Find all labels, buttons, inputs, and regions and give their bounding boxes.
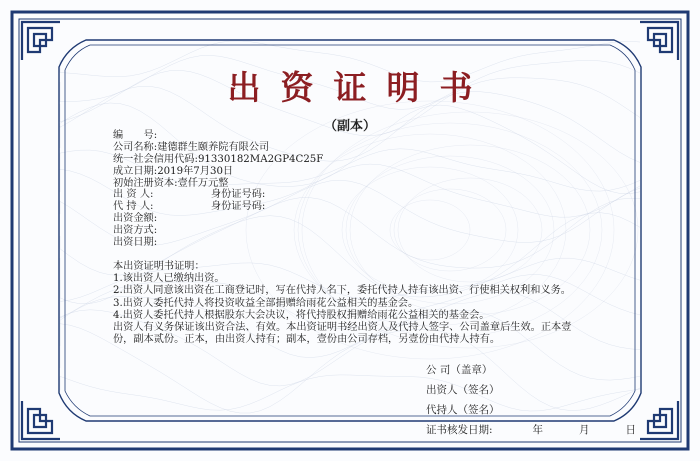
field-label: 成立日期: [113, 165, 158, 177]
issue-date-year: 年 [532, 424, 544, 436]
field-value: 91330182MA2GP4C25F [197, 153, 324, 165]
field-label: 公司名称: [113, 141, 158, 153]
field-method [113, 225, 593, 237]
field-proxy-holder [113, 201, 593, 213]
issue-date-day: 日 [625, 424, 637, 436]
issue-date-month: 月 [579, 424, 590, 436]
field-investor [113, 189, 593, 201]
field-label: 代 持 人: [113, 201, 154, 213]
field-label: 统一社会信用代码: [113, 153, 198, 165]
field-amount [113, 213, 593, 225]
field-company-name [113, 142, 593, 154]
certificate-subtitle: （副本） [323, 119, 376, 134]
certificate-title: 出资证明书 [227, 68, 493, 107]
statement-line: 4.出资人委托代持人根据股东大会决议，将代持股权捐赠给雨花公益相关的基金会。 [113, 309, 490, 321]
certificate-fields [113, 130, 593, 249]
statement-line: 3.出资人委托代持人将投资收益全部捐赠给雨花公益相关的基金会。 [113, 297, 419, 309]
statement-line: 1.该出资人已缴纳出资。 [113, 273, 225, 285]
field-number [113, 130, 593, 142]
field-value: 壹仟万元整 [177, 177, 229, 189]
certificate-statement [113, 261, 603, 346]
signature-proxy-holder: 代持人（签名） [426, 404, 500, 416]
field-label: 初始注册资本: [113, 177, 178, 189]
field-registered-capital [113, 178, 593, 190]
field-date [113, 237, 593, 249]
field-label: 编 号: [113, 130, 158, 141]
field-value: 2019年7月30日 [157, 165, 234, 177]
statement-line: 本出资证明书证明： [113, 261, 205, 272]
field-established-date [113, 166, 593, 178]
signature-company: 公 司（盖章） [426, 364, 493, 376]
field-value: 建德群生颐养院有限公司 [157, 141, 270, 153]
field-label: 出资方式: [113, 225, 158, 237]
statement-line: 份，副本贰份。正本，由出资人持有；副本，壹份由公司存档，另壹份由代持人持有。 [113, 334, 501, 346]
field-sub-label: 身份证号码: [211, 189, 266, 201]
field-label: 出资金额: [113, 213, 158, 225]
field-sub-label: 身份证号码: [211, 201, 266, 213]
signature-investor: 出资人（签名） [426, 384, 500, 396]
issue-date-label: 证书核发日期: [426, 424, 493, 436]
issue-date-line [426, 422, 636, 437]
statement-line: 2.出资人同意该出资在工商登记时，写在代持人名下，委托代持人持有该出资、行使相关权利和义务。 [113, 285, 571, 297]
field-label: 出资日期: [113, 237, 158, 249]
field-label: 出 资 人: [113, 189, 154, 201]
statement-line: 出资人有义务保证该出资合法、有效。本出资证明书经出资人及代持人签字、公司盖章后生效。正本壹 [113, 322, 572, 334]
field-credit-code [113, 154, 593, 166]
